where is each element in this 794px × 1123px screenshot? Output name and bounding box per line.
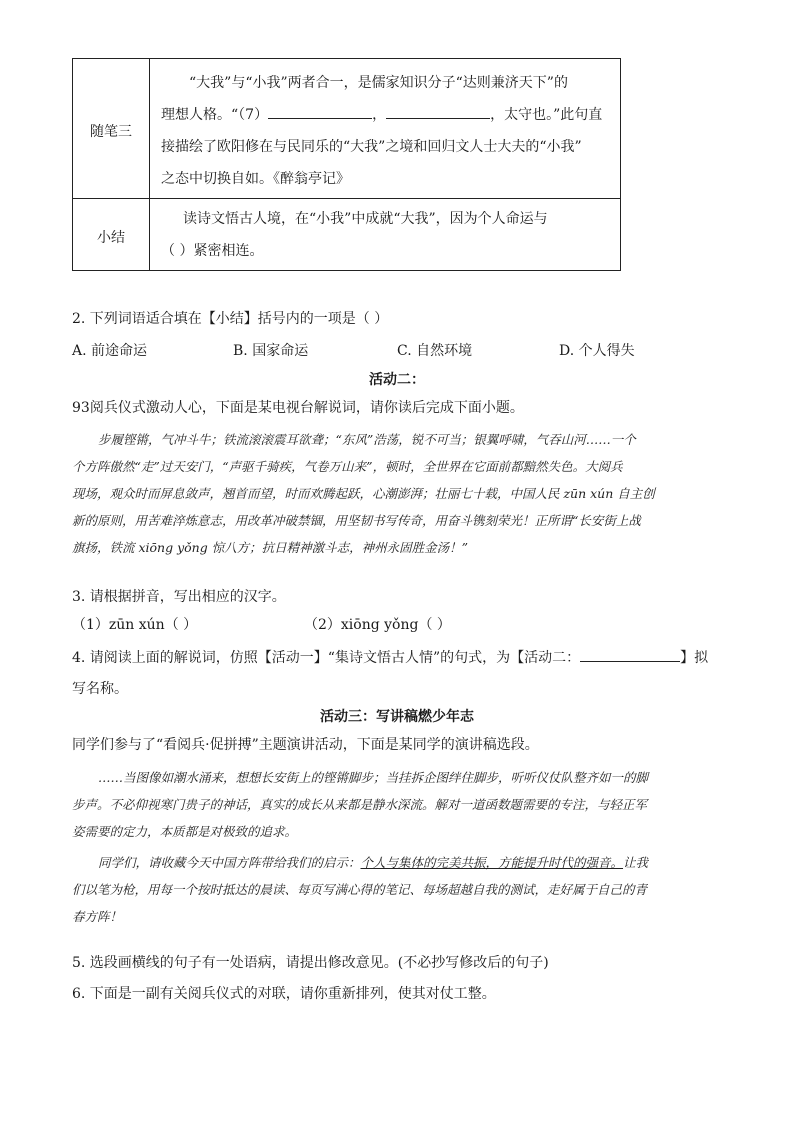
essay3-line-4: 之态中切换自如。《醉翁亭记》	[161, 171, 350, 187]
activity-3-intro: 同学们参与了“看阅兵·促拼搏”主题演讲活动，下面是某同学的演讲稿选段。	[72, 737, 539, 753]
essay3-line-1: “大我”与“小我”两者合一，是儒家知识分子“达则兼济天下”的	[189, 75, 568, 91]
commentary-line-2: 个方阵傲然“走”过天安门，“声驱千骑疾，气卷万山来”，顿时，全世界在它面前都黯然失色。大阅兵	[72, 459, 623, 474]
commentary-line-4: 新的原则，用苦难淬炼意志，用改革冲破禁锢，用坚韧书写传奇，用奋斗镌刻荣光！正所谓“长安街上战	[72, 513, 641, 528]
commentary-passage	[72, 426, 722, 561]
question-4-line-2: 写名称。	[72, 681, 128, 697]
speech-line-6: 春方阵！	[72, 909, 123, 924]
underlined-sentence: 个人与集体的完美共振，方能提升时代的强音。	[360, 855, 624, 870]
essay3-line-2: 理想人格。“（7） ， ，太守也。”此句直	[161, 107, 603, 123]
speech-line-1: ……当图像如潮水涌来，想想长安街上的铿锵脚步；当挂拆企图绊住脚步，听听仪仗队整齐如一的脚	[98, 770, 649, 785]
activity-2-intro: 93阅兵仪式激动人心，下面是某电视台解说词，请你读后完成下面小题。	[72, 400, 524, 416]
speech-line-5: 们以笔为枪，用每一个按时抵达的晨读、每页写满心得的笔记、每场超越自我的测试，走好属于自己的青	[72, 882, 648, 897]
option-d[interactable]: D. 个人得失	[559, 343, 635, 359]
row-label-summary: 小结	[97, 230, 125, 246]
answer-blank-activity-name[interactable]	[580, 661, 680, 662]
table-row-divider	[73, 198, 620, 199]
question-5: 5. 选段画横线的句子有一处语病，请提出修改意见。(不必抄写修改后的句子)	[72, 955, 549, 971]
essay3-content	[161, 67, 613, 195]
answer-blank-7a[interactable]	[268, 118, 372, 119]
speech-passage	[72, 764, 722, 930]
commentary-line-5: 旗扬，铁流 xiōng yǒng 惊八方；抗日精神激斗志，神州永固胜金汤！”	[72, 540, 469, 555]
row-label-essay3: 随笔三	[90, 124, 132, 140]
question-3-stem: 3. 请根据拼音，写出相应的汉字。	[72, 589, 286, 605]
question-3-part-1[interactable]: （1）zūn xún（ ）	[72, 617, 198, 633]
notes-table	[72, 58, 621, 271]
commentary-line-3: 现场，观众时而屏息敛声，翘首而望，时而欢腾起跃，心潮澎湃；壮丽七十载，中国人民 zūn xún 自主创	[72, 486, 655, 501]
activity-2-heading: 活动二：	[369, 372, 425, 388]
option-a[interactable]: A. 前途命运	[72, 343, 148, 359]
question-3-part-2[interactable]: （2）xiōng yǒng（ ）	[304, 617, 451, 633]
option-b[interactable]: B. 国家命运	[233, 343, 309, 359]
answer-blank-7b[interactable]	[386, 118, 490, 119]
question-4-line-1: 4. 请阅读上面的解说词，仿照【活动一】“集诗文悟古人情”的句式，为【活动二： 】拟	[72, 650, 709, 666]
activity-3-heading: 活动三：写讲稿燃少年志	[320, 709, 474, 725]
speech-line-2: 步声。不必仰视寒门贵子的神话，真实的成长从来都是静水深流。解对一道函数题需要的专注，与轻正军	[72, 797, 648, 812]
commentary-line-1: 步履铿锵，气冲斗牛；铁流滚滚震耳欲聋；“东风”浩荡，锐不可当；银翼呼啸，气吞山河……一个	[98, 432, 636, 447]
question-6: 6. 下面是一副有关阅兵仪式的对联，请你重新排列，使其对仗工整。	[72, 986, 496, 1002]
table-column-divider	[149, 59, 150, 270]
essay3-line-3: 接描绘了欧阳修在与民同乐的“大我”之境和回归文人士大夫的“小我”	[161, 139, 582, 155]
summary-content	[161, 203, 613, 267]
summary-line-2: （ ）紧密相连。	[161, 243, 264, 259]
question-2-stem: 2. 下列词语适合填在【小结】括号内的一项是（ ）	[72, 311, 389, 327]
option-c[interactable]: C. 自然环境	[397, 343, 473, 359]
speech-line-3: 姿需要的定力，本质都是对极致的追求。	[72, 824, 298, 839]
summary-line-1: 读诗文悟古人境，在“小我”中成就“大我”，因为个人命运与	[183, 211, 548, 227]
speech-line-4: 同学们，请收藏今天中国方阵带给我们的启示：个人与集体的完美共振，方能提升时代的强音。让我	[98, 855, 649, 870]
